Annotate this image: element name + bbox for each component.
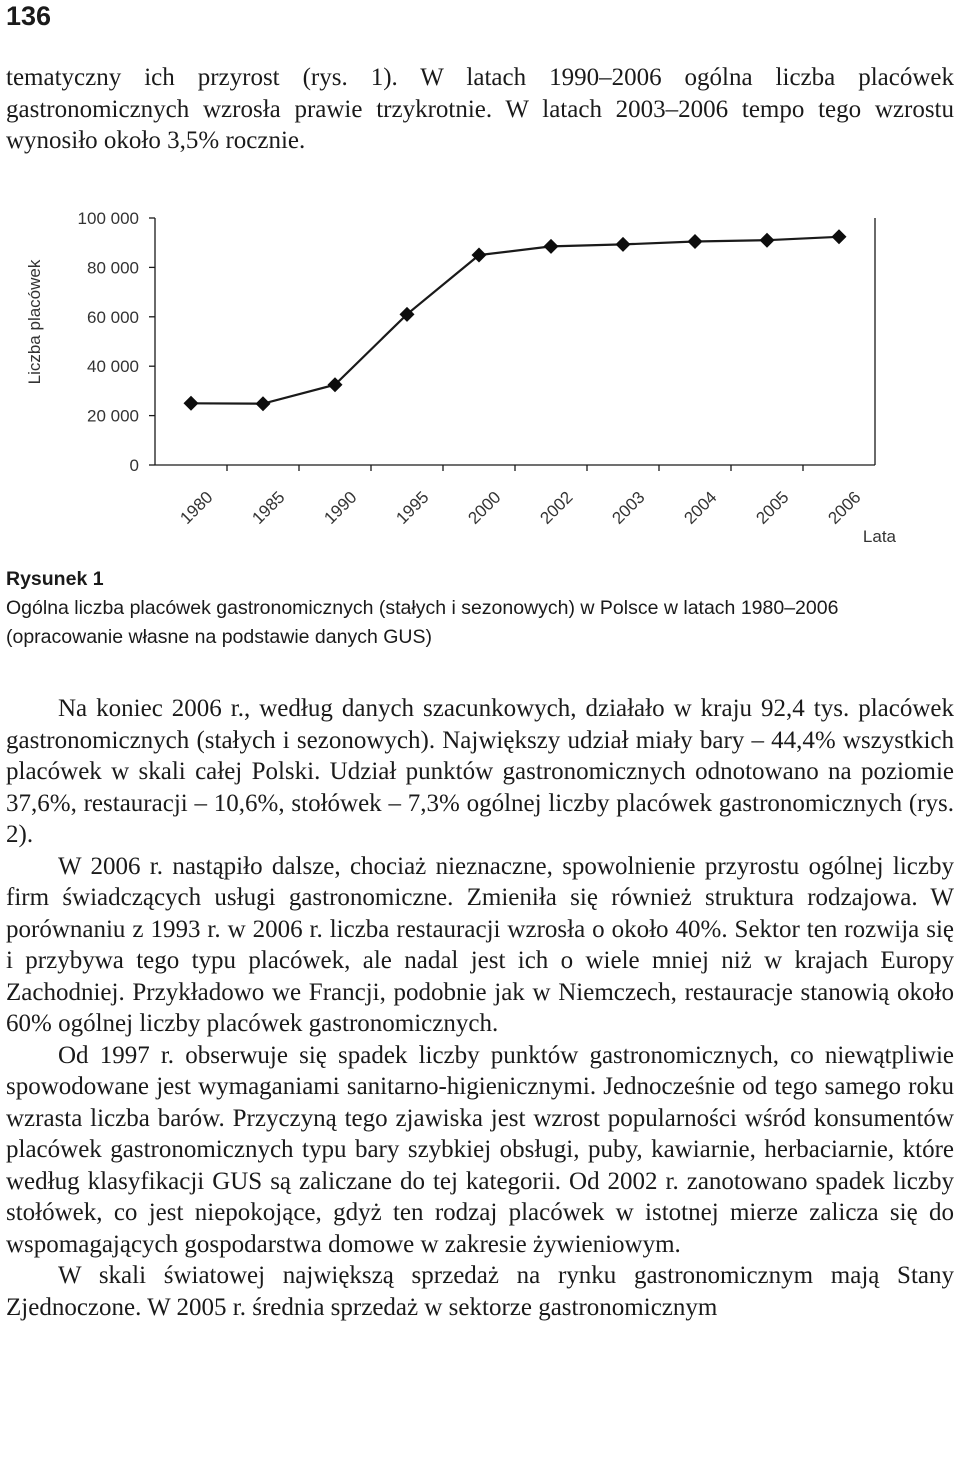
series-markers — [184, 229, 847, 411]
x-tick-label: 1990 — [320, 487, 361, 528]
x-tick-label: 2004 — [680, 487, 721, 528]
caption-text: Ogólna liczba placówek gastronomicznych (stałych i sezonowych) w Polsce w latach 1980–2006 (opracowanie własne na podstawie danych GUS) — [6, 597, 839, 648]
data-point-2002 — [544, 239, 559, 254]
body-paragraph-4: W skali światowej największą sprzedaż na rynku gastronomicznym mają Stany Zjednoczone. W 2005 r. średnia sprzedaż w sektorze gastronomicznym — [6, 1262, 954, 1321]
data-point-1985 — [256, 396, 271, 411]
data-point-2006 — [832, 229, 847, 244]
x-axis-label: Lata — [862, 527, 896, 546]
x-tick-label: 2000 — [464, 487, 505, 528]
series-line — [191, 237, 839, 404]
body-paragraph-1: Na koniec 2006 r., według danych szacunkowych, działało w kraju 92,4 tys. placówek gastronomicznych (stałych i sezonowych). Największy udział miały bary – 44,4% wszystkich placówek w skali całej Polski. Udział punktów gastronomicznych odnotowano na poziomie 37,6%, restauracji – 10,6%, stołówek – 7,3% ogólnej liczby placówek gastronomicznych (rys. 2). — [6, 695, 954, 848]
x-tick-label: 1995 — [392, 487, 433, 528]
data-point-2005 — [760, 233, 775, 248]
y-tick-label: 100 000 — [77, 209, 139, 228]
page-number: 136 — [6, 1, 52, 31]
intro-paragraph — [6, 62, 954, 157]
figure-caption — [6, 565, 956, 652]
data-point-2003 — [616, 237, 631, 252]
y-ticks — [78, 209, 155, 475]
body-paragraph-2: W 2006 r. nastąpiło dalsze, chociaż nieznaczne, spowolnienie przyrostu ogólnej liczby firm świadczących usługi gastronomiczne. Zmieniła się również struktura rodzajowa. W porównaniu z 1993 r. w 2006 r. liczba restauracji wzrosła o około 40%. Sektor ten rozwija się i przybywa tego typu placówek, ale nadal jest ich o wiele mniej niż w krajach Europy Zachodniej. Przykładowo we Francji, podobnie jak w Niemczech, restauracje stanowią około 60% ogólnej liczby placówek gastronomicznych. — [6, 852, 954, 1037]
body-text — [6, 693, 954, 1323]
data-point-1980 — [184, 396, 199, 411]
x-ticks — [176, 465, 864, 528]
y-axis-label: Liczba placówek — [25, 259, 44, 385]
body-paragraph-3: Od 1997 r. obserwuje się spadek liczby punktów gastronomicznych, co niewątpliwie spowodowane jest wymaganiami sanitarno-higienicznymi. Jednocześnie od tego samego roku wzrasta liczba barów. Przyczyną tego zjawiska jest wzrost popularności wśród konsumentów placówek gastronomicznych typu bary szybkiej obsługi, puby, kawiarnie, herbaciarnie, które według klasyfikacji GUS są zaliczane do tej kategorii. Od 2002 r. zanotowano spadek liczby stołówek, co jest niepokojące, gdyż ten rodzaj placówek w istotnej mierze zalicza się do wspomagających gospodarstwa domowe w zakresie żywieniowym. — [6, 1041, 954, 1258]
line-chart — [0, 195, 960, 555]
y-tick-label: 0 — [129, 456, 139, 475]
x-tick-label: 2003 — [608, 487, 649, 528]
intro-text: tematyczny ich przyrost (rys. 1). W latach 1990–2006 ogólna liczba placówek gastronomicznych wzrosła prawie trzykrotnie. W latach 2003–2006 tempo tego wzrostu wynosiło około 3,5% rocznie. — [6, 64, 954, 154]
chart-svg — [0, 195, 960, 555]
x-tick-label: 2006 — [824, 487, 865, 528]
data-point-2004 — [688, 234, 703, 249]
x-tick-label: 1980 — [176, 487, 217, 528]
x-tick-label: 2005 — [752, 487, 793, 528]
x-tick-label: 1985 — [248, 487, 289, 528]
y-tick-label: 80 000 — [87, 258, 139, 278]
y-tick-label: 40 000 — [87, 357, 139, 377]
x-tick-label: 2002 — [536, 487, 577, 528]
y-tick-label: 20 000 — [87, 406, 139, 426]
caption-label: Rysunek 1 — [6, 568, 104, 590]
y-tick-label: 60 000 — [87, 307, 139, 327]
